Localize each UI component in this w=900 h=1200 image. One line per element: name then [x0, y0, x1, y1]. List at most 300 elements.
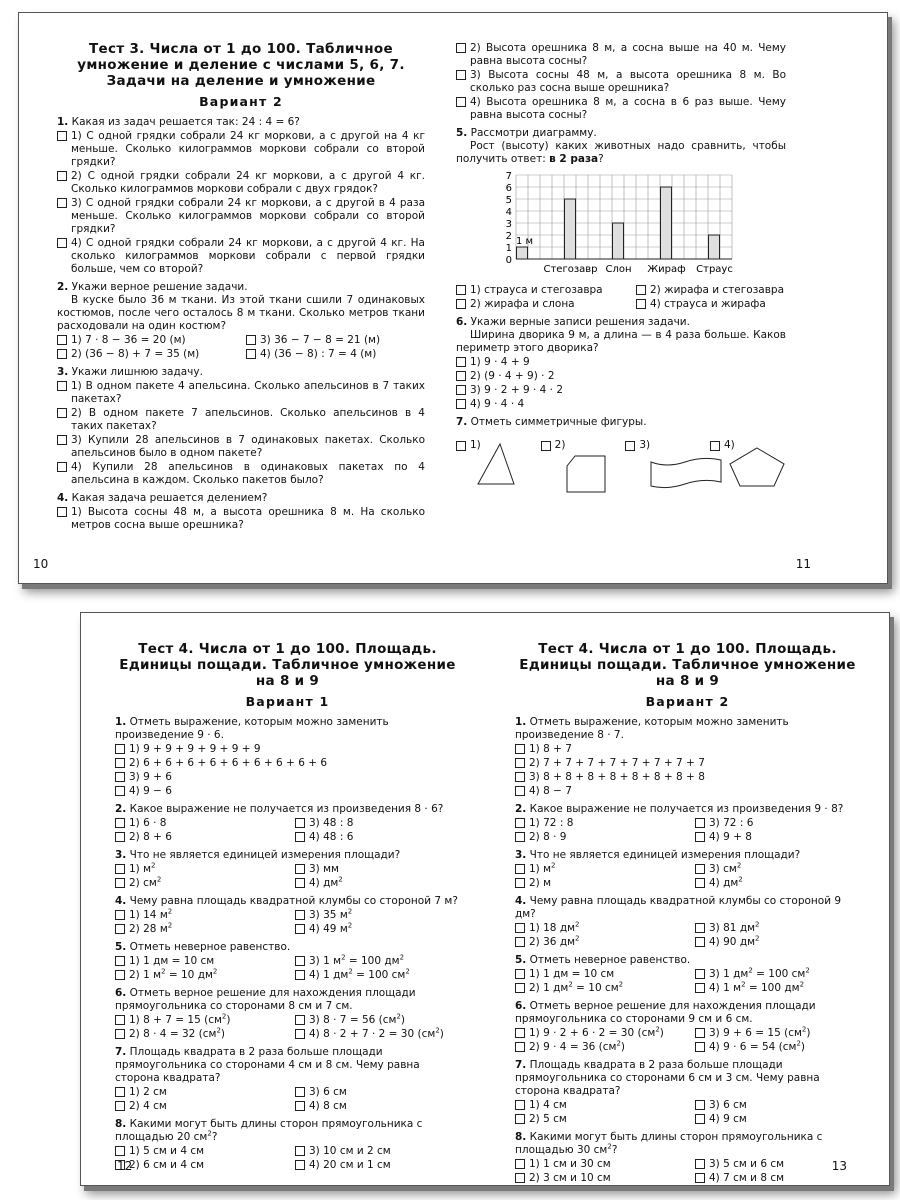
option-3[interactable]: 3) 9 · 2 + 9 · 4 · 2: [456, 384, 786, 397]
page-number-11: 11: [795, 557, 811, 571]
question-number: 4.: [115, 895, 127, 907]
checkbox[interactable]: [710, 441, 720, 451]
test3-title-line3: Задачи на деление и умножение: [106, 73, 376, 89]
checkbox[interactable]: [115, 758, 125, 768]
question-number: 2.: [57, 281, 69, 293]
checkbox[interactable]: [695, 1159, 705, 1169]
option-3[interactable]: 3) 1 $м^2 = 100$ $дм^2$: [295, 955, 460, 968]
question-number: 2.: [515, 803, 527, 815]
checkbox[interactable]: [57, 131, 67, 141]
question-text: Какая задача решается делением?: [71, 492, 268, 504]
question-text: Укажи верное решение задачи.: [71, 281, 248, 293]
option-3[interactable]: 3) мм: [295, 863, 460, 876]
question-number: 5.: [456, 127, 468, 139]
option-1[interactable]: 1) $м^2$: [515, 863, 685, 876]
option-2[interactable]: 2) 5 см: [515, 1113, 685, 1126]
question-number: 4.: [57, 492, 69, 504]
question-number: 5.: [115, 941, 127, 953]
checkbox[interactable]: [695, 923, 705, 933]
checkbox[interactable]: [295, 1015, 305, 1025]
question-text: Какое выражение не получается из произведения 9 · 8?: [529, 803, 844, 815]
checkbox[interactable]: [295, 1101, 305, 1111]
checkbox[interactable]: [115, 772, 125, 782]
checkbox[interactable]: [295, 970, 305, 980]
option-3[interactable]: 3) $см^2$: [695, 863, 860, 876]
checkbox[interactable]: [456, 299, 466, 309]
question-number: 3.: [57, 366, 69, 378]
question-number: 8.: [515, 1131, 527, 1143]
question-number: 1.: [57, 116, 69, 128]
checkbox[interactable]: [295, 864, 305, 874]
checkbox[interactable]: [115, 878, 125, 888]
option-1[interactable]: 1) $м^2$: [115, 863, 285, 876]
option-3[interactable]: 3) Купили 28 апельсинов в 7 одинаковых пакетах. Сколько апельсинов было в одном пакете?: [57, 434, 425, 460]
checkbox[interactable]: [57, 381, 67, 391]
checkbox[interactable]: [636, 299, 646, 309]
page-11: [456, 41, 786, 583]
option-4[interactable]: 4) 9 см: [695, 1113, 860, 1126]
animal-height-chart: [456, 169, 756, 277]
option-2[interactable]: 2) 8 · 9: [515, 831, 685, 844]
checkbox[interactable]: [515, 878, 525, 888]
option-3[interactable]: 3) 6 см: [695, 1099, 860, 1112]
question-3: [57, 366, 425, 487]
question-number: 7.: [515, 1059, 527, 1071]
option-1[interactable]: 1) 9 · 2 + 6 · 2 = 30 $(см^2)$: [515, 1027, 685, 1040]
checkbox[interactable]: [456, 97, 466, 107]
checkbox[interactable]: [515, 1042, 525, 1052]
y-tick-label: 0: [505, 255, 512, 266]
question-text: Какая из задач решается так: 24 : 4 = 6?: [71, 116, 300, 128]
option-2[interactable]: 2) 7 + 7 + 7 + 7 + 7 + 7 + 7 + 7: [515, 757, 860, 770]
option-3[interactable]: 3) 5 см и 6 см: [695, 1158, 860, 1171]
checkbox[interactable]: [515, 786, 525, 796]
option-1[interactable]: 1) 1 дм = 10 см: [515, 968, 685, 981]
question-3: [515, 849, 860, 890]
question-6: [456, 316, 786, 411]
variant-heading: Вариант 2: [199, 94, 283, 109]
option-3[interactable]: 3) 72 : 6: [695, 817, 860, 830]
checkbox[interactable]: [57, 462, 67, 472]
option-1[interactable]: 1) страуса и стегозавра: [456, 284, 626, 297]
bar-chart-container: [456, 169, 786, 281]
test4-title-line3: на 8 и 9: [255, 673, 320, 689]
checkbox[interactable]: [695, 864, 705, 874]
bar: [517, 247, 528, 259]
variant-heading: Вариант 2: [645, 694, 730, 709]
question-text: Площадь квадрата в 2 раза больше площади прямоугольника со сторонами 6 см и 3 см. Чему равна сторона квадрата?: [515, 1059, 820, 1097]
shape-option-4[interactable]: 4): [710, 439, 786, 494]
option-4[interactable]: 4) (36 − 8) : 7 = 4 (м): [246, 348, 425, 361]
question-number: 1.: [515, 716, 527, 728]
option-1[interactable]: 1) 14 $м^2$: [115, 909, 285, 922]
option-4[interactable]: 4) 9 + 8: [695, 831, 860, 844]
question-4: [115, 895, 460, 936]
y-tick-label: 4: [505, 207, 512, 218]
option-1[interactable]: 1) 8 + 7 = 15 $(см^2)$: [115, 1014, 285, 1027]
question-text: Какими могут быть длины сторон прямоугольника с площадью 20 $см^2$?: [115, 1118, 423, 1143]
checkbox[interactable]: [695, 983, 705, 993]
option-4[interactable]: 4) $дм^2$: [695, 877, 860, 890]
checkbox[interactable]: [515, 1173, 525, 1183]
x-tick-label: Слон: [605, 264, 632, 275]
checkbox[interactable]: [115, 956, 125, 966]
question-5: [115, 941, 460, 982]
option-1[interactable]: 1) 4 см: [515, 1099, 685, 1112]
top-spread: [18, 12, 888, 584]
option-3[interactable]: 3) 81 $дм^2$: [695, 922, 860, 935]
option-2[interactable]: 2) Высота орешника 8 м, а сосна выше на 40 м. Чему равна высота сосны?: [456, 42, 786, 68]
checkbox[interactable]: [115, 970, 125, 980]
checkbox[interactable]: [115, 744, 125, 754]
checkbox[interactable]: [456, 285, 466, 295]
option-4[interactable]: 4) С одной грядки собрали 24 кг моркови, а с другой 4 кг. На сколько килограммов моркови собрали с первой грядки больше, чем со второй?: [57, 237, 425, 276]
option-3[interactable]: 2) жирафа и слона: [456, 298, 626, 311]
bar: [709, 235, 720, 259]
problem-text: В куске было 36 м ткани. Из этой ткани сшили 7 одинаковых костюмов, после чего осталось 8 м ткани. Сколько метров ткани расходовали на один костюм?: [57, 294, 425, 332]
checkbox[interactable]: [515, 818, 525, 828]
option-2[interactable]: 2) 8 · 4 = 32 $(см^2)$: [115, 1028, 285, 1041]
option-1[interactable]: 1) Высота сосны 48 м, а высота орешника 8 м. На сколько метров сосна выше орешника?: [57, 506, 425, 532]
checkbox[interactable]: [115, 786, 125, 796]
checkbox[interactable]: [115, 910, 125, 920]
option-1[interactable]: 1) В одном пакете 4 апельсина. Сколько апельсинов в 7 таких пакетах?: [57, 380, 425, 406]
option-3[interactable]: 3) 9 + 6: [115, 771, 460, 784]
problem-text: Рост (высоту) каких животных надо сравнить, чтобы получить ответ: в 2 раза?: [456, 140, 786, 165]
question-text: Отметь верное решение для нахождения площади прямоугольника со сторонами 9 см и 6 см.: [515, 1000, 816, 1025]
test4-title-line1: Тест 4. Числа от 1 до 100. Площадь.: [538, 641, 837, 657]
checkbox[interactable]: [515, 923, 525, 933]
question-7: [515, 1059, 860, 1126]
page-13: [515, 641, 860, 1185]
option-4[interactable]: 4) 9 · 4 · 4: [456, 398, 786, 411]
checkbox[interactable]: [57, 435, 67, 445]
question-text: Укажи верные записи решения задачи.: [470, 316, 690, 328]
question-5: [515, 954, 860, 995]
question-8: [515, 1131, 860, 1185]
option-2[interactable]: 2) 8 + 6: [115, 831, 285, 844]
checkbox[interactable]: [295, 1029, 305, 1039]
question-number: 4.: [515, 895, 527, 907]
checkbox[interactable]: [115, 832, 125, 842]
option-4[interactable]: 4) $дм^2$: [295, 877, 460, 890]
checkbox[interactable]: [456, 385, 466, 395]
page-number-13: 13: [831, 1159, 847, 1173]
checkbox[interactable]: [295, 1146, 305, 1156]
y-tick-label: 3: [505, 219, 512, 230]
option-1[interactable]: 1) 8 + 7: [515, 743, 860, 756]
question-text: Рассмотри диаграмму.: [470, 127, 597, 139]
question-number: 1.: [115, 716, 127, 728]
checkbox[interactable]: [57, 408, 67, 418]
checkbox[interactable]: [695, 1114, 705, 1124]
checkbox[interactable]: [456, 441, 466, 451]
checkbox[interactable]: [636, 285, 646, 295]
page-number-12: 12: [117, 1159, 133, 1173]
question-number: 6.: [515, 1000, 527, 1012]
option-4[interactable]: 4) Купили 28 апельсинов в одинаковых пакетах по 4 апельсина в каждом. Сколько пакетов было?: [57, 461, 425, 487]
question-text: Отметь выражение, которым можно заменить произведение 8 · 7.: [515, 716, 789, 741]
checkbox[interactable]: [456, 70, 466, 80]
checkbox[interactable]: [695, 1028, 705, 1038]
question-text: Отметь выражение, которым можно заменить произведение 9 · 6.: [115, 716, 389, 741]
shape-option-2[interactable]: 2): [541, 439, 617, 494]
option-3[interactable]: 3) 8 · 7 = 56 $(см^2)$: [295, 1014, 460, 1027]
option-3[interactable]: 3) Высота сосны 48 м, а высота орешника 8 м. Во сколько раз сосна выше орешника?: [456, 69, 786, 95]
checkbox[interactable]: [515, 864, 525, 874]
y-tick-label: 5: [505, 195, 512, 206]
question-1: [57, 116, 425, 276]
symmetry-shapes: [456, 439, 786, 494]
checkbox[interactable]: [695, 1042, 705, 1052]
question-1: [515, 716, 860, 798]
option-4[interactable]: 4) 20 см и 1 см: [295, 1159, 460, 1172]
question-text: Укажи лишнюю задачу.: [71, 366, 203, 378]
checkbox[interactable]: [515, 832, 525, 842]
option-2[interactable]: 2) 28 $м^2$: [115, 923, 285, 936]
checkbox[interactable]: [515, 1114, 525, 1124]
test4-title-line2: Единицы пощади. Табличное умножение: [519, 657, 856, 673]
test4-title-line2: Единицы пощади. Табличное умножение: [119, 657, 456, 673]
option-4[interactable]: 4) 8 · 2 + 7 · 2 = 30 $(см^2)$: [295, 1028, 460, 1041]
y-tick-label: 6: [505, 183, 512, 194]
question-text: Отметь неверное равенство.: [129, 941, 291, 953]
checkbox[interactable]: [515, 1159, 525, 1169]
question-text: Отметь неверное равенство.: [529, 954, 691, 966]
checkbox[interactable]: [541, 441, 551, 451]
question-3: [115, 849, 460, 890]
question-text: Какое выражение не получается из произведения 8 · 6?: [129, 803, 444, 815]
question-number: 3.: [515, 849, 527, 861]
option-2[interactable]: 2) (9 · 4 + 9) · 2: [456, 370, 786, 383]
checkbox[interactable]: [456, 371, 466, 381]
option-2[interactable]: 2) м: [515, 877, 685, 890]
checkbox[interactable]: [295, 956, 305, 966]
option-4[interactable]: 4) Высота орешника 8 м, а сосна в 6 раз выше. Чему равна высота сосны?: [456, 96, 786, 122]
checkbox[interactable]: [456, 43, 466, 53]
question-text: Чему равна площадь квадратной клумбы со стороной 9 дм?: [515, 895, 842, 920]
question-5: [456, 127, 786, 311]
option-1[interactable]: 1) 72 : 8: [515, 817, 685, 830]
option-1[interactable]: 1) 18 $дм^2$: [515, 922, 685, 935]
checkbox[interactable]: [515, 772, 525, 782]
question-7: [456, 416, 786, 494]
question-6: [115, 987, 460, 1041]
option-2[interactable]: 2) 6 + 6 + 6 + 6 + 6 + 6 + 6 + 6 + 6: [115, 757, 460, 770]
option-4[interactable]: 4) 1 $м^2 = 100$ $дм^2$: [695, 982, 860, 995]
option-1[interactable]: 1) 6 · 8: [115, 817, 285, 830]
option-2[interactable]: 2) 4 см: [115, 1100, 285, 1113]
option-3[interactable]: 3) 36 − 7 − 8 = 21 (м): [246, 334, 425, 347]
option-1[interactable]: 1) 1 дм = 10 см: [115, 955, 285, 968]
checkbox[interactable]: [515, 969, 525, 979]
x-tick-label: Страус: [696, 264, 733, 275]
option-1[interactable]: 1) 7 · 8 − 36 = 20 (м): [57, 334, 236, 347]
question-number: 3.: [115, 849, 127, 861]
option-4[interactable]: 4) 49 $м^2$: [295, 923, 460, 936]
question-2: [57, 281, 425, 361]
bar: [613, 223, 624, 259]
question-number: 2.: [115, 803, 127, 815]
checkbox[interactable]: [515, 1100, 525, 1110]
y-tick-label: 2: [505, 231, 512, 242]
option-4[interactable]: 4) 90 $дм^2$: [695, 936, 860, 949]
option-2[interactable]: 2) (36 − 8) + 7 = 35 (м): [57, 348, 236, 361]
bottom-spread: [80, 612, 890, 1186]
x-tick-label: Жираф: [647, 264, 686, 275]
checkbox[interactable]: [115, 1015, 125, 1025]
checkbox[interactable]: [57, 238, 67, 248]
option-3[interactable]: 3) 1 $дм^2 = 100$ $см^2$: [695, 968, 860, 981]
question-text: Какими могут быть длины сторон прямоугольника с площадью 30 $см^2$?: [515, 1131, 823, 1156]
test3-title-line1: Тест 3. Числа от 1 до 100. Табличное: [89, 41, 393, 57]
option-1[interactable]: 1) 2 см: [115, 1086, 285, 1099]
checkbox[interactable]: [57, 171, 67, 181]
question-4: [57, 492, 425, 532]
checkbox[interactable]: [246, 349, 256, 359]
option-2[interactable]: 2) 9 · 4 = 36 $(см^2)$: [515, 1041, 685, 1054]
option-2[interactable]: 2) жирафа и стегозавра: [636, 284, 786, 297]
y-tick-label: 7: [505, 171, 512, 182]
checkbox[interactable]: [456, 357, 466, 367]
page-number-10: 10: [33, 557, 49, 571]
checkbox[interactable]: [115, 1029, 125, 1039]
checkbox[interactable]: [625, 441, 635, 451]
variant-heading: Вариант 1: [245, 694, 330, 709]
checkbox[interactable]: [57, 349, 67, 359]
shape-option-1[interactable]: 1): [456, 439, 532, 494]
option-3[interactable]: 3) 6 см: [295, 1086, 460, 1099]
question-number: 5.: [515, 954, 527, 966]
bar: [565, 199, 576, 259]
checkbox[interactable]: [115, 864, 125, 874]
checkbox[interactable]: [515, 1028, 525, 1038]
x-tick-label: Стегозавр: [543, 264, 598, 275]
checkbox[interactable]: [295, 878, 305, 888]
checkbox[interactable]: [515, 744, 525, 754]
regular-pentagon-icon: [728, 446, 786, 488]
question-text: Отметь симметричные фигуры.: [470, 416, 647, 428]
option-2[interactable]: 2) 1 $м^2 = 10$ $дм^2$: [115, 969, 285, 982]
question-4: [515, 895, 860, 949]
option-1[interactable]: 1) 1 см и 30 см: [515, 1158, 685, 1171]
checkbox[interactable]: [115, 1087, 125, 1097]
option-2[interactable]: 2) 1 $дм^2 = 10$ $см^2$: [515, 982, 685, 995]
page-10: [57, 41, 425, 583]
test4-title-line3: на 8 и 9: [655, 673, 720, 689]
question-6: [515, 1000, 860, 1054]
option-4[interactable]: 4) 9 − 6: [115, 785, 460, 798]
checkbox[interactable]: [695, 1100, 705, 1110]
question-7: [115, 1046, 460, 1113]
option-3[interactable]: 3) 8 + 8 + 8 + 8 + 8 + 8 + 8 + 8: [515, 771, 860, 784]
option-4[interactable]: 4) 48 : 6: [295, 831, 460, 844]
question-number: 6.: [456, 316, 468, 328]
checkbox[interactable]: [295, 910, 305, 920]
checkbox[interactable]: [515, 983, 525, 993]
checkbox[interactable]: [246, 335, 256, 345]
question-number: 8.: [115, 1118, 127, 1130]
checkbox[interactable]: [456, 399, 466, 409]
checkbox[interactable]: [295, 924, 305, 934]
test4-title-line1: Тест 4. Числа от 1 до 100. Площадь.: [138, 641, 437, 657]
checkbox[interactable]: [515, 758, 525, 768]
checkbox[interactable]: [295, 1160, 305, 1170]
option-3[interactable]: 3) 9 + 6 = 15 $(см^2)$: [695, 1027, 860, 1040]
page-12: [115, 641, 460, 1185]
question-number: 7.: [115, 1046, 127, 1058]
problem-text: Ширина дворика 9 м, а длина — в 4 раза больше. Каков периметр этого дворика?: [456, 329, 786, 354]
checkbox[interactable]: [695, 937, 705, 947]
question-number: 7.: [456, 416, 468, 428]
checkbox[interactable]: [57, 335, 67, 345]
option-1[interactable]: 1) 5 см и 4 см: [115, 1145, 285, 1158]
option-2[interactable]: 2) 6 см и 4 см: [115, 1159, 285, 1172]
option-2[interactable]: 2) С одной грядки собрали 24 кг моркови, а с другой 4 кг. Сколько килограммов моркови собрали с двух грядок?: [57, 170, 425, 196]
question-8: [115, 1118, 460, 1172]
pentagon-shield-icon: [565, 454, 609, 494]
checkbox[interactable]: [695, 818, 705, 828]
checkbox[interactable]: [695, 832, 705, 842]
checkbox[interactable]: [115, 1101, 125, 1111]
shape-option-3[interactable]: 3): [625, 439, 701, 494]
question-text: Что не является единицей измерения площади?: [529, 849, 801, 861]
option-4[interactable]: 4) страуса и жирафа: [636, 298, 786, 311]
checkbox[interactable]: [115, 818, 125, 828]
option-1[interactable]: 1) С одной грядки собрали 24 кг моркови, а с другой на 4 кг меньше. Сколько килограммов моркови собрали со второй грядки?: [57, 130, 425, 169]
option-2[interactable]: 2) $см^2$: [115, 877, 285, 890]
option-1[interactable]: 1) 9 · 4 + 9: [456, 356, 786, 369]
question-2: [115, 803, 460, 844]
test3-title-line2: умножение и деление с числами 5, 6, 7.: [77, 57, 405, 73]
option-2[interactable]: 2) 36 $дм^2$: [515, 936, 685, 949]
option-4[interactable]: 4) 7 см и 8 см: [695, 1172, 860, 1185]
question-text: Площадь квадрата в 2 раза больше площади прямоугольника со сторонами 4 см и 8 см. Чему равна сторона квадрата?: [115, 1046, 420, 1084]
checkbox[interactable]: [295, 832, 305, 842]
option-3[interactable]: 3) 35 $м^2$: [295, 909, 460, 922]
option-3[interactable]: 3) 48 : 8: [295, 817, 460, 830]
question-1: [115, 716, 460, 798]
option-1[interactable]: 1) 9 + 9 + 9 + 9 + 9 + 9: [115, 743, 460, 756]
checkbox[interactable]: [695, 878, 705, 888]
checkbox[interactable]: [515, 937, 525, 947]
checkbox[interactable]: [295, 818, 305, 828]
option-4[interactable]: 4) 1 $дм^2 = 100$ $см^2$: [295, 969, 460, 982]
checkbox[interactable]: [57, 507, 67, 517]
checkbox[interactable]: [115, 1146, 125, 1156]
option-2[interactable]: 2) В одном пакете 7 апельсинов. Сколько апельсинов в 4 таких пакетах?: [57, 407, 425, 433]
option-2[interactable]: 2) 3 см и 10 см: [515, 1172, 685, 1185]
checkbox[interactable]: [295, 1087, 305, 1097]
question-number: 6.: [115, 987, 127, 999]
question-text: Что не является единицей измерения площади?: [129, 849, 401, 861]
checkbox[interactable]: [115, 924, 125, 934]
option-4[interactable]: 4) 8 см: [295, 1100, 460, 1113]
bar: [661, 187, 672, 259]
question-2: [515, 803, 860, 844]
checkbox[interactable]: [695, 969, 705, 979]
triangle-icon: [476, 442, 516, 486]
option-3[interactable]: 3) 10 см и 2 см: [295, 1145, 460, 1158]
question-text: Отметь верное решение для нахождения площади прямоугольника со сторонами 8 см и 7 см.: [115, 987, 416, 1012]
y-tick-label: 1: [505, 243, 512, 254]
bar-annotation: 1 м: [515, 236, 534, 247]
checkbox[interactable]: [695, 1173, 705, 1183]
option-3[interactable]: 3) С одной грядки собрали 24 кг моркови, а с другой в 4 раза меньше. Сколько килограммов моркови собрали со второй грядки?: [57, 197, 425, 236]
checkbox[interactable]: [57, 198, 67, 208]
option-4[interactable]: 4) 9 · 6 = 54 $(см^2)$: [695, 1041, 860, 1054]
option-4[interactable]: 4) 8 − 7: [515, 785, 860, 798]
